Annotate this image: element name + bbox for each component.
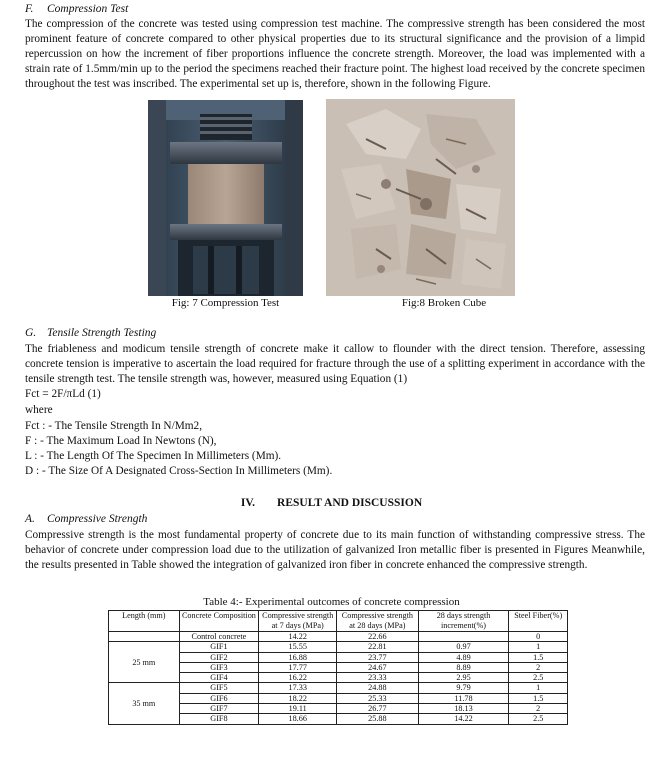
composition-cell: GIF6 <box>179 693 259 703</box>
table-row-control <box>109 632 568 642</box>
c7-cell: 15.55 <box>259 642 337 652</box>
section-f-title: Compression Test <box>47 3 129 15</box>
fig7-caption: Fig: 7 Compression Test <box>171 297 280 309</box>
c28-cell: 25.88 <box>337 714 419 724</box>
c28-cell: 25.33 <box>337 693 419 703</box>
header-c28: Compressive strength at 28 days (MPa) <box>337 611 419 632</box>
increment-cell: 0.97 <box>418 642 509 652</box>
definition-d: D : - The Size Of A Designated Cross-Section In Millimeters (Mm). <box>25 465 333 477</box>
fiber-cell: 1 <box>509 683 568 693</box>
compression-test-photo <box>148 100 303 296</box>
section-f-label: F. <box>25 3 34 15</box>
c28-cell: 24.88 <box>337 683 419 693</box>
composition-cell: GIF5 <box>179 683 259 693</box>
composition-cell: GIF8 <box>179 714 259 724</box>
header-length: Length (mm) <box>109 611 180 632</box>
header-fiber: Steel Fiber(%) <box>509 611 568 632</box>
c7-cell: 17.33 <box>259 683 337 693</box>
section-g-body: The friableness and modicum tensile strength of concrete make it callow to flounder with the direct tension. Therefore, assessing concrete tension is imperative to ascertain the load required for fracture through the use of a splitting experiment in accordance with the tensile strength test. The tensile strength was, however, measured using Equation (1) <box>25 343 645 385</box>
control-c28: 22.66 <box>337 632 419 642</box>
fiber-cell: 1 <box>509 642 568 652</box>
fiber-cell: 2 <box>509 662 568 672</box>
c7-cell: 16.88 <box>259 652 337 662</box>
increment-cell: 9.79 <box>418 683 509 693</box>
fiber-cell: 2.5 <box>509 714 568 724</box>
where-text: where <box>25 404 53 416</box>
increment-cell: 2.95 <box>418 673 509 683</box>
section-f-body: The compression of the concrete was tested using compression test machine. The compressive strength has been considered the most prominent feature of concrete compared to other physical properties due to its structural significance and the provision of a limpid repercussion on how the increment of fiber proportions influence the concrete strength. Moreover, the load was implemented with a strain rate of 1.5mm/min up to the period the specimens reached their fracture point. The highest load received by the concrete specimen throughout the test was inscribed. The experimental set up is, therefore, shown in the following Figure. <box>25 18 645 90</box>
control-increment <box>418 632 509 642</box>
c7-cell: 19.11 <box>259 704 337 714</box>
section-a-title: Compressive Strength <box>47 513 148 525</box>
increment-cell: 14.22 <box>418 714 509 724</box>
c28-cell: 24.67 <box>337 662 419 672</box>
definition-f: F : - The Maximum Load In Newtons (N), <box>25 435 217 447</box>
header-c7: Compressive strength at 7 days (MPa) <box>259 611 337 632</box>
composition-cell: GIF2 <box>179 652 259 662</box>
results-table <box>108 610 568 725</box>
section-g-label: G. <box>25 327 37 339</box>
table-row <box>109 683 568 693</box>
section-g-title: Tensile Strength Testing <box>47 327 157 339</box>
definition-fct: Fct : - The Tensile Strength In N/Mm2, <box>25 420 203 432</box>
definition-l: L : - The Length Of The Specimen In Millimeters (Mm). <box>25 450 282 462</box>
c28-cell: 26.77 <box>337 704 419 714</box>
control-name: Control concrete <box>179 632 259 642</box>
section-f-heading <box>25 3 128 15</box>
c7-cell: 17.77 <box>259 662 337 672</box>
fiber-cell: 1.5 <box>509 693 568 703</box>
composition-cell: GIF4 <box>179 673 259 683</box>
increment-cell: 11.78 <box>418 693 509 703</box>
header-increment: 28 days strength increment(%) <box>418 611 509 632</box>
fiber-cell: 2 <box>509 704 568 714</box>
header-composition: Concrete Composition <box>179 611 259 632</box>
increment-cell: 8.89 <box>418 662 509 672</box>
table-caption: Table 4:- Experimental outcomes of concrete compression <box>203 596 460 608</box>
c7-cell: 18.22 <box>259 693 337 703</box>
control-c7: 14.22 <box>259 632 337 642</box>
fig8-caption: Fig:8 Broken Cube <box>401 297 487 309</box>
control-length-cell <box>109 632 180 642</box>
c7-cell: 18.66 <box>259 714 337 724</box>
composition-cell: GIF7 <box>179 704 259 714</box>
section-a-label: A. <box>25 513 35 525</box>
table-row <box>109 642 568 652</box>
broken-cube-photo <box>326 99 515 296</box>
group-length-35: 35 mm <box>109 683 180 724</box>
section-g-heading <box>25 327 156 339</box>
table-header-row <box>109 611 568 632</box>
c28-cell: 23.77 <box>337 652 419 662</box>
section-iv-title: RESULT AND DISCUSSION <box>277 497 423 509</box>
c7-cell: 16.22 <box>259 673 337 683</box>
section-a-body: Compressive strength is the most fundamental property of concrete due to its main function of withstanding compressive stress. The behavior of concrete under compression load due to the utilization of galvanized Iron metallic fiber is presented in Figures Meanwhile, the results presented in Table showed the integration of galvanized iron fiber in concrete enhanced the compressive strength. <box>25 529 645 571</box>
composition-cell: GIF1 <box>179 642 259 652</box>
c28-cell: 22.81 <box>337 642 419 652</box>
increment-cell: 18.13 <box>418 704 509 714</box>
section-iv-number: IV. <box>240 497 256 509</box>
tensile-equation: Fct = 2F/πLd (1) <box>25 388 101 400</box>
fiber-cell: 2.5 <box>509 673 568 683</box>
group-length-25: 25 mm <box>109 642 180 683</box>
fiber-cell: 1.5 <box>509 652 568 662</box>
control-fiber: 0 <box>509 632 568 642</box>
composition-cell: GIF3 <box>179 662 259 672</box>
section-iv-heading <box>0 497 663 509</box>
c28-cell: 23.33 <box>337 673 419 683</box>
section-a-heading <box>25 513 147 525</box>
increment-cell: 4.89 <box>418 652 509 662</box>
